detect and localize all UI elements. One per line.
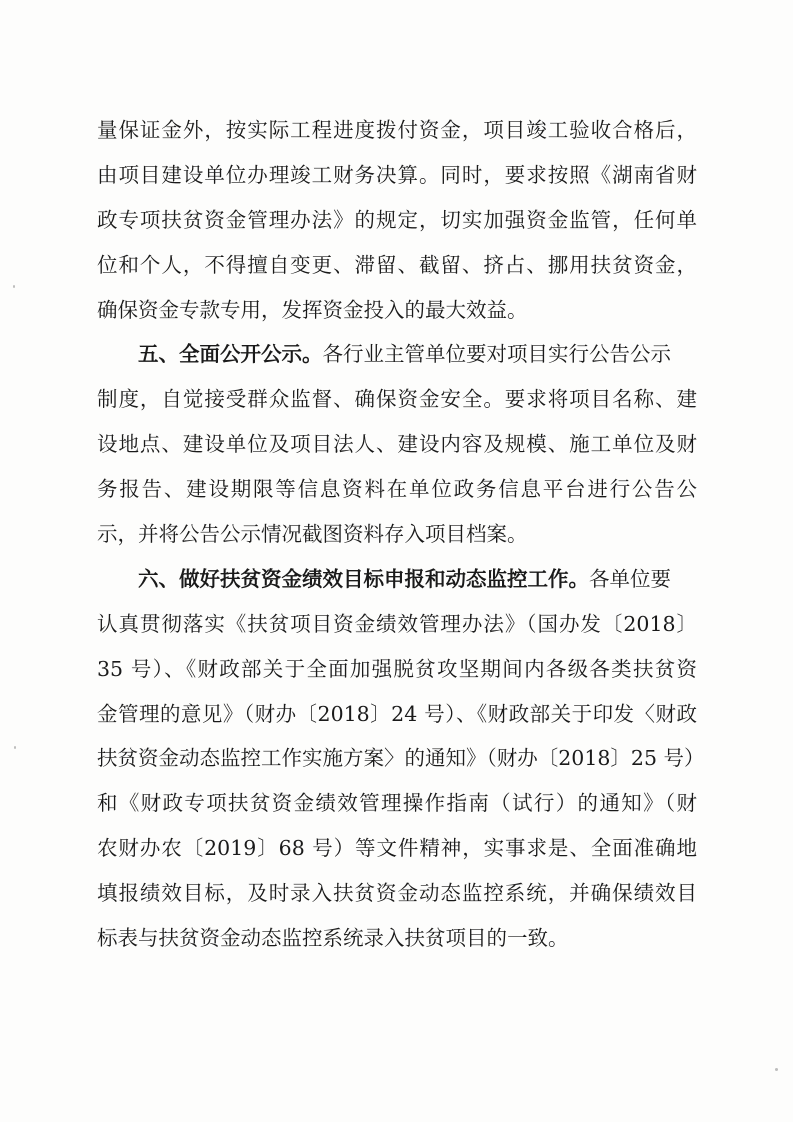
paragraph-line: 标表与扶贫资金动态监控系统录入扶贫项目的一致。 bbox=[97, 926, 569, 951]
paragraph-line: 量保证金外，按实际工程进度拨付资金，项目竣工验收合格后， bbox=[97, 118, 697, 142]
paragraph-line: 农财办农〔2019〕68 号）等文件精神，实事求是、全面准确地 bbox=[97, 836, 697, 861]
paragraph-line: 和《财政专项扶贫资金绩效管理操作指南（试行）的通知》（财 bbox=[97, 791, 697, 816]
paragraph-line: 位和个人，不得擅自变更、滞留、截留、挤占、挪用扶贫资金， bbox=[97, 252, 697, 277]
paragraph-line: 35 号）、《财政部关于全面加强脱贫攻坚期间内各级各类扶贫资 bbox=[97, 656, 697, 681]
section-five-heading: 五、全面公开公示。 bbox=[138, 342, 323, 367]
scan-speck bbox=[775, 1068, 778, 1071]
paragraph-line: 金管理的意见》（财办〔2018〕24 号）、《财政部关于印发〈财政 bbox=[97, 701, 697, 726]
paragraph-line: 政专项扶贫资金管理办法》的规定，切实加强资金监管，任何单 bbox=[97, 207, 697, 232]
scan-speck bbox=[14, 746, 16, 749]
paragraph-line: 设地点、建设单位及项目法人、建设内容及规模、施工单位及财 bbox=[97, 432, 697, 457]
section-six-first-line bbox=[97, 557, 697, 602]
document-body bbox=[97, 108, 705, 961]
paragraph-line: 示，并将公告公示情况截图资料存入项目档案。 bbox=[97, 522, 528, 547]
paragraph-line: 由项目建设单位办理竣工财务决算。同时，要求按照《湖南省财 bbox=[97, 162, 697, 187]
paragraph-line: 确保资金专款专用，发挥资金投入的最大效益。 bbox=[97, 297, 528, 322]
paragraph-line: 扶贫资金动态监控工作实施方案〉的通知》（财办〔2018〕25 号） bbox=[97, 746, 705, 771]
paragraph-line: 填报绩效目标，及时录入扶贫资金动态监控系统，并确保绩效目 bbox=[97, 881, 697, 906]
section-six-heading: 六、做好扶贫资金绩效目标申报和动态监控工作。 bbox=[138, 566, 589, 591]
paragraph-line: 制度，自觉接受群众监督、确保资金安全。要求将项目名称、建 bbox=[97, 387, 697, 412]
scan-speck bbox=[13, 285, 15, 288]
section-five-first-text: 各行业主管单位要对项目实行公告公示 bbox=[322, 342, 671, 367]
section-five-first-line bbox=[97, 332, 697, 377]
paragraph-line: 务报告、建设期限等信息资料在单位政务信息平台进行公告公 bbox=[97, 477, 697, 502]
paragraph-line: 认真贯彻落实《扶贫项目资金绩效管理办法》（国办发〔2018〕 bbox=[97, 611, 697, 636]
section-six-first-text: 各单位要 bbox=[589, 566, 671, 591]
